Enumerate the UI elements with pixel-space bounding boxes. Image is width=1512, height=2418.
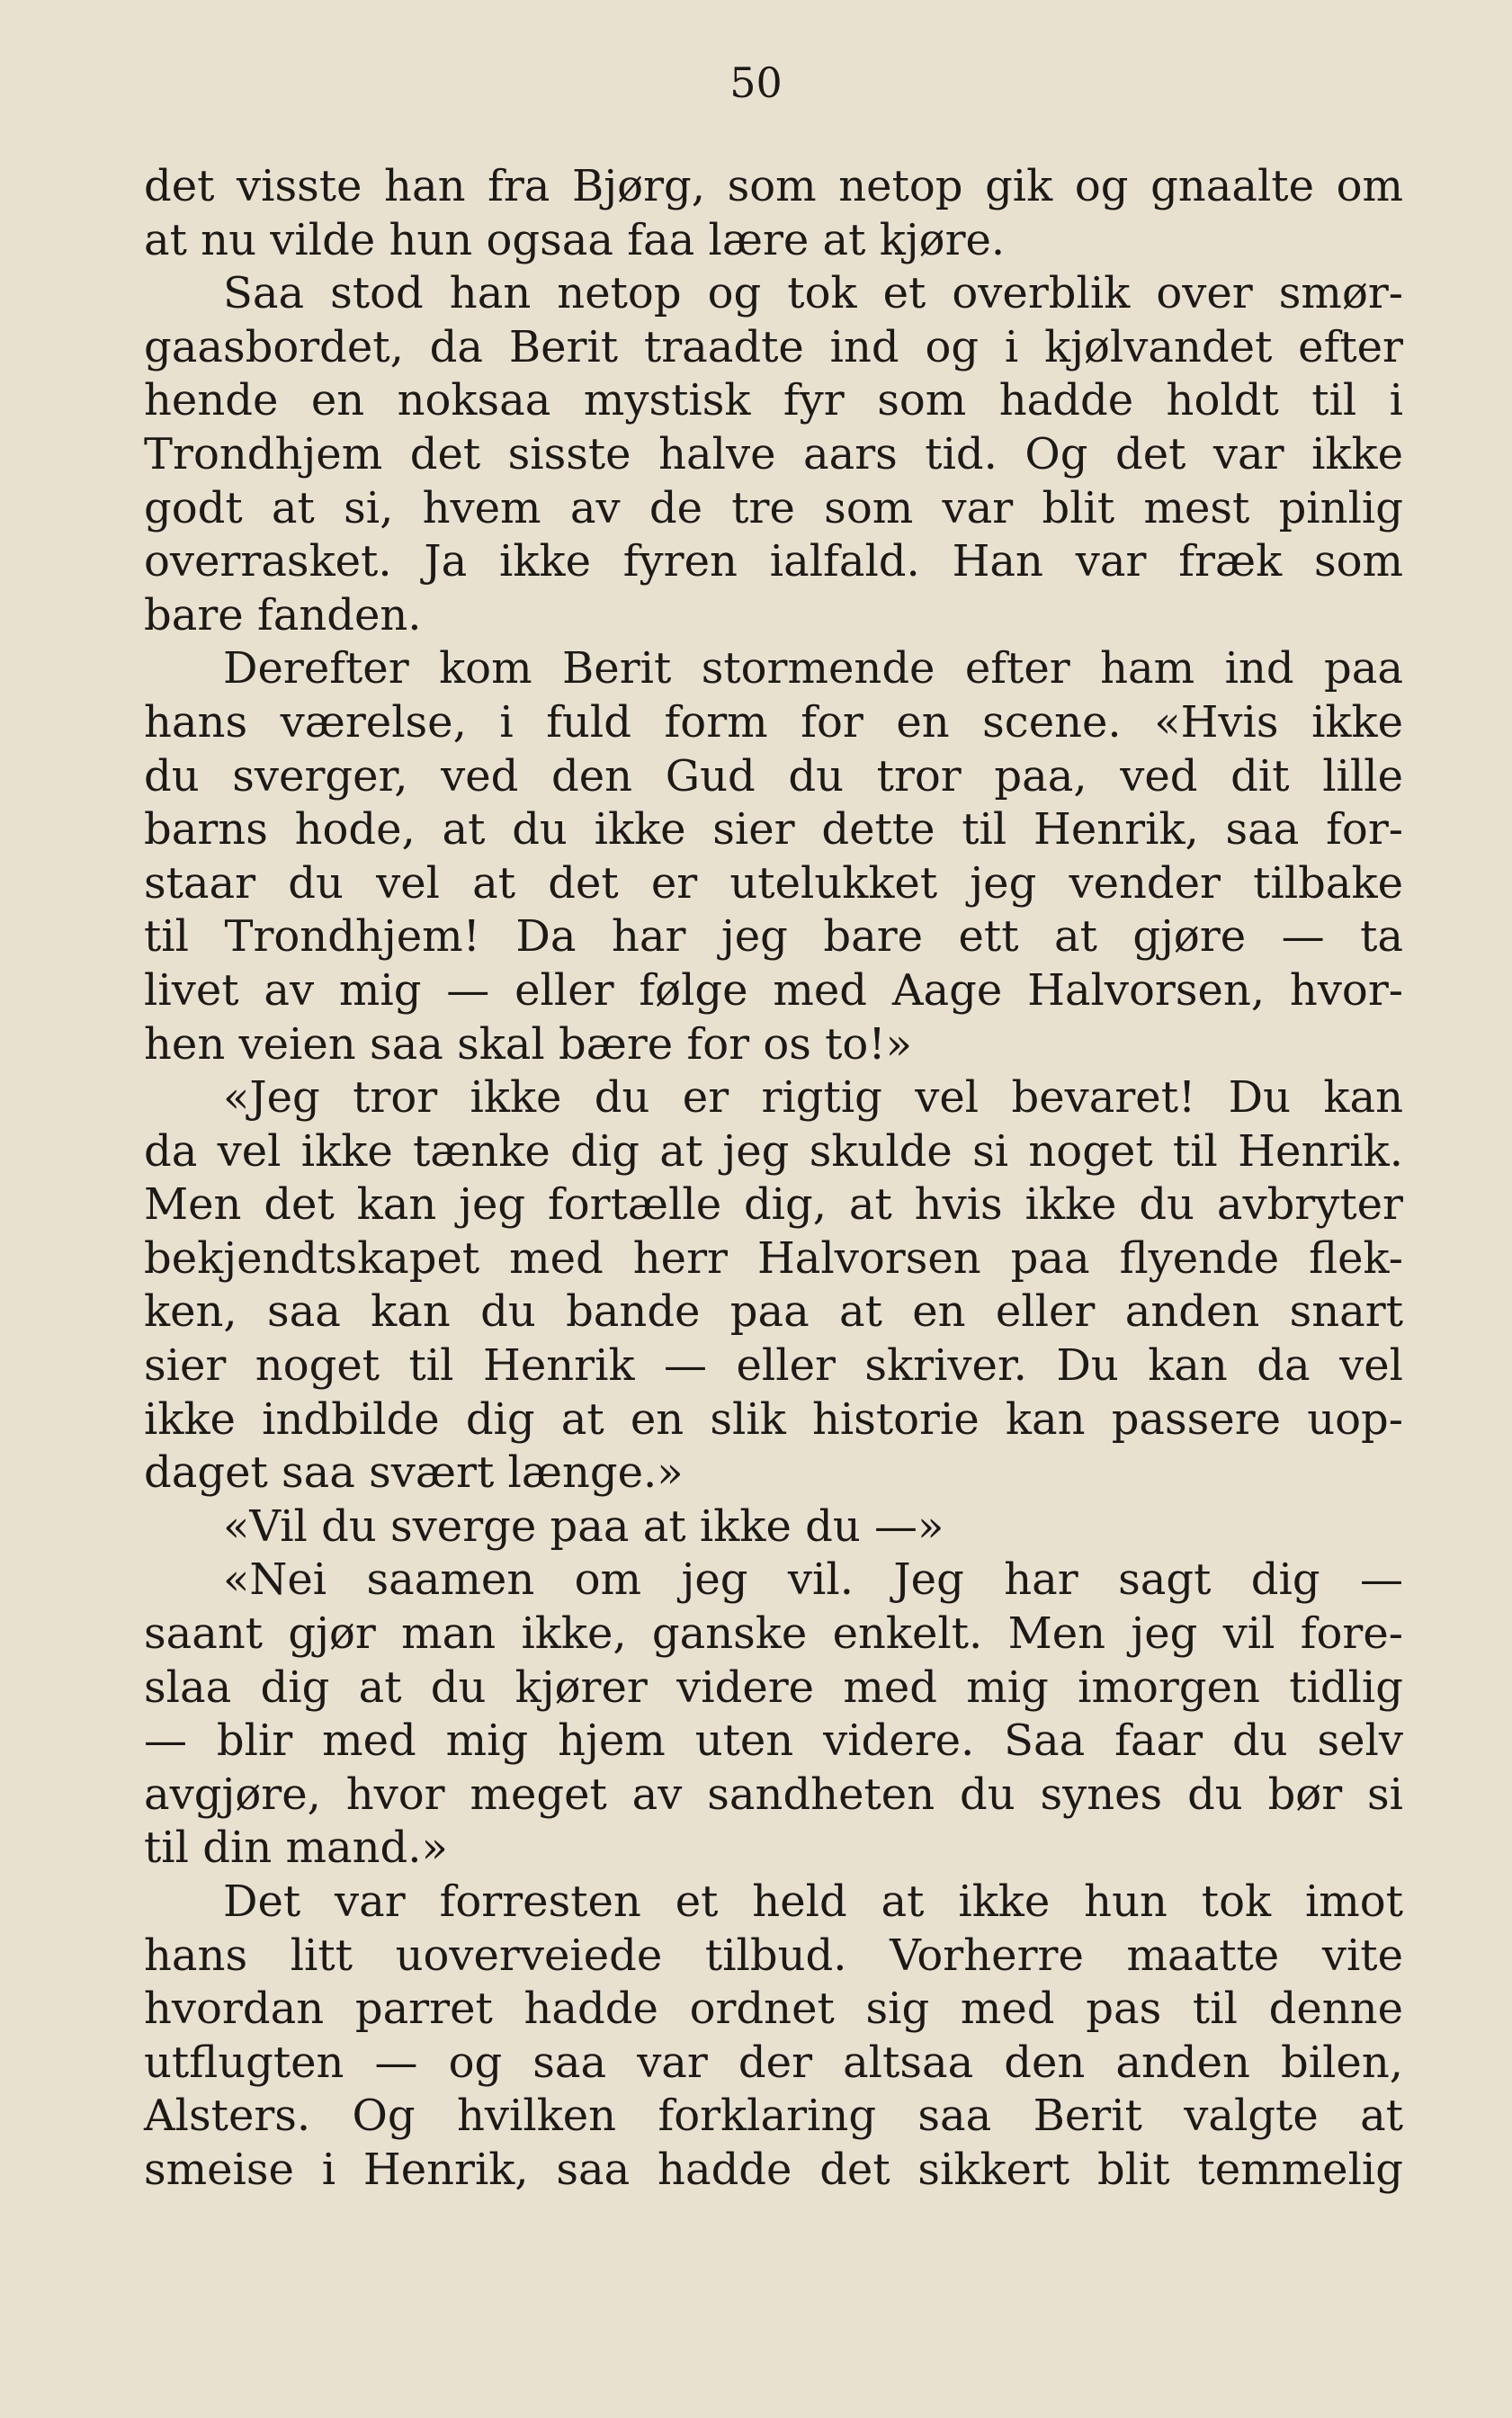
body-text — [144, 160, 1403, 2198]
text-line: det visste han fra Bjørg, som netop gik og gnaalte om — [144, 161, 1403, 211]
text-line: staar du vel at det er utelukket jeg vender tilbake — [144, 857, 1403, 909]
page-number: 50 — [729, 58, 783, 107]
text-line: hende en noksaa mystisk fyr som hadde holdt til i — [144, 375, 1403, 426]
text-line: du sverger, ved den Gud du tror paa, ved dit lille — [144, 750, 1403, 802]
text-line: sier noget til Henrik — eller skriver. Du kan da vel — [144, 1340, 1403, 1392]
text-line: Men det kan jeg fortælle dig, at hvis ikke du avbryter — [144, 1179, 1403, 1231]
text-line: ken, saa kan du bande paa at en eller anden snart — [144, 1286, 1403, 1338]
text-line: saant gjør man ikke, ganske enkelt. Men jeg vil fore- — [144, 1608, 1403, 1660]
text-line: hans værelse, i fuld form for en scene. «Hvis ikke — [144, 696, 1403, 748]
text-line: Det var forresten et held at ikke hun tok imot — [223, 1876, 1403, 1927]
text-line: bare fanden. — [144, 589, 422, 640]
text-line: «Jeg tror ikke du er rigtig vel bevaret! Du kan — [223, 1072, 1403, 1124]
text-line: avgjøre, hvor meget av sandheten du synes du bør si — [144, 1769, 1403, 1820]
text-line: utflugten — og saa var der altsaa den anden bilen, — [144, 2037, 1403, 2088]
text-line: Trondhjem det sisste halve aars tid. Og det var ikke — [144, 428, 1403, 479]
text-line: livet av mig — eller følge med Aage Halvorsen, hvor- — [144, 964, 1403, 1016]
text-line: hans litt uoverveiede tilbud. Vorherre maatte vite — [144, 1930, 1403, 1981]
text-line: barns hode, at du ikke sier dette til Henrik, saa for- — [144, 804, 1403, 855]
text-line: hvordan parret hadde ordnet sig med pas til denne — [144, 1984, 1403, 2035]
text-line: gaasbordet, da Berit traadte ind og i kjølvandet efter — [144, 321, 1403, 372]
text-line: overrasket. Ja ikke fyren ialfald. Han var fræk som — [144, 536, 1403, 587]
text-line: daget saa svært længe.» — [144, 1447, 684, 1499]
text-line: til Trondhjem! Da har jeg bare ett at gjøre — ta — [144, 911, 1403, 963]
text-line: slaa dig at du kjører videre med mig imorgen tidlig — [144, 1661, 1403, 1713]
text-line: da vel ikke tænke dig at jeg skulde si noget til Henrik. — [144, 1125, 1403, 1177]
text-line: Derefter kom Berit stormende efter ham ind paa — [223, 643, 1403, 694]
text-line: — blir med mig hjem uten videre. Saa faar du selv — [144, 1715, 1403, 1767]
text-line: at nu vilde hun ogsaa faa lære at kjøre. — [144, 214, 1006, 265]
text-line: godt at si, hvem av de tre som var blit mest pinlig — [144, 482, 1403, 533]
text-line: bekjendtskapet med herr Halvorsen paa flyende flek- — [144, 1232, 1403, 1284]
text-line: Alsters. Og hvilken forklaring saa Berit valgte at — [144, 2091, 1403, 2142]
text-line: smeise i Henrik, saa hadde det sikkert blit temmelig — [144, 2144, 1403, 2195]
text-line: til din mand.» — [144, 1822, 448, 1874]
text-line: ikke indbilde dig at en slik historie kan passere uop- — [144, 1393, 1403, 1445]
text-line: Saa stod han netop og tok et overblik over smør- — [223, 268, 1403, 319]
text-line: «Nei saamen om jeg vil. Jeg har sagt dig — — [223, 1554, 1403, 1606]
text-line: «Vil du sverge paa at ikke du —» — [223, 1500, 944, 1552]
text-line: hen veien saa skal bære for os to!» — [144, 1018, 912, 1070]
